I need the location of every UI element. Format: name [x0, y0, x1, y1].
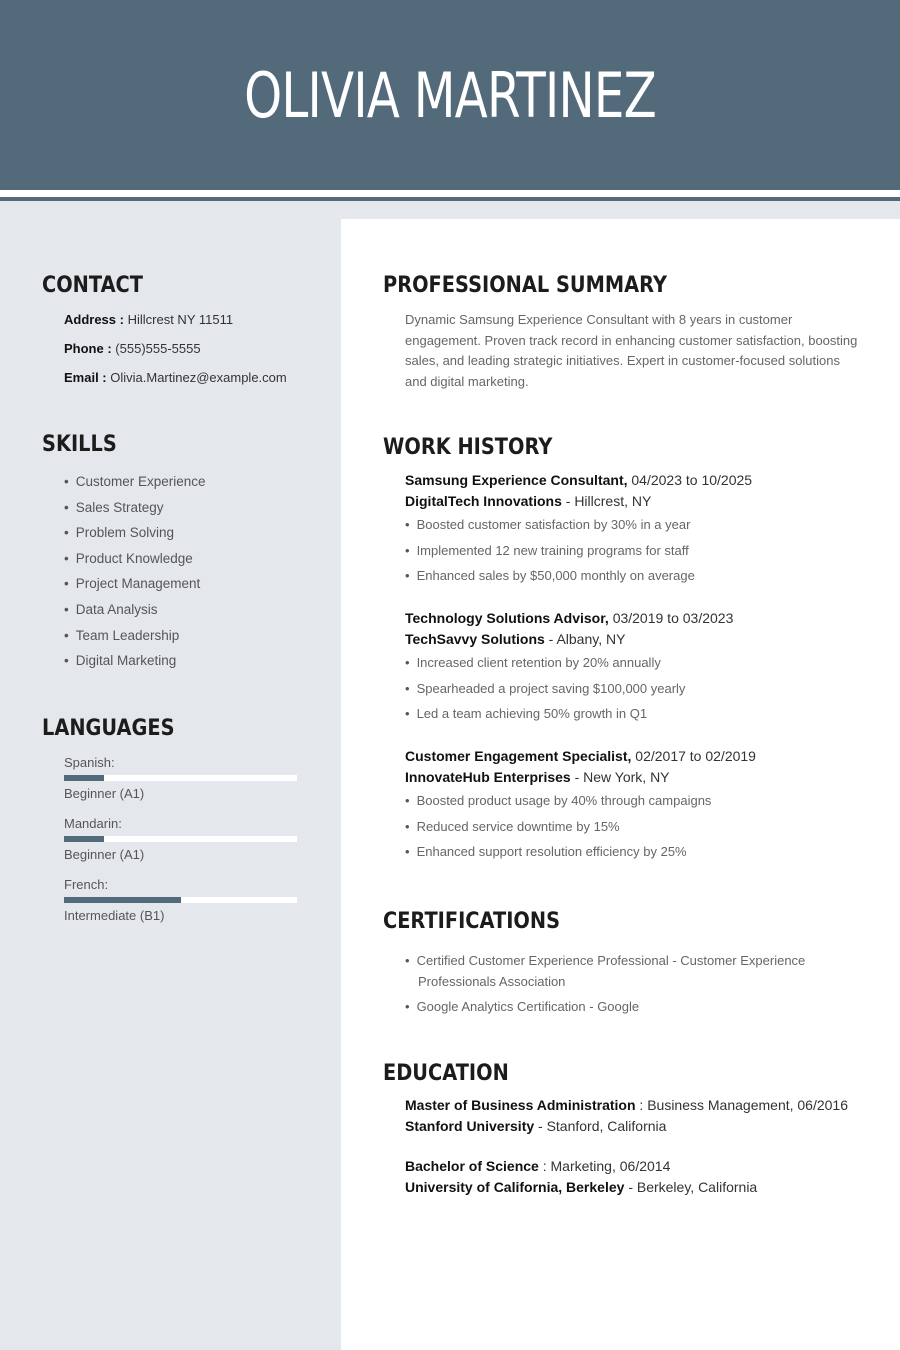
phone-value: (555)555-5555 — [115, 341, 201, 356]
job-bullets — [405, 793, 875, 870]
job-company: TechSavvy Solutions — [405, 631, 545, 647]
language-name: Spanish: — [64, 755, 115, 770]
job-bullet: • Implemented 12 new training programs for staff — [405, 543, 875, 569]
job-title-line — [405, 610, 875, 631]
proficiency-fill — [64, 836, 104, 842]
contact-address — [64, 312, 233, 327]
language-name: Mandarin: — [64, 816, 122, 831]
job-title: Customer Engagement Specialist, — [405, 748, 632, 764]
skills-heading: SKILLS — [42, 432, 117, 457]
contact-phone — [64, 341, 201, 356]
language-level: Intermediate (B1) — [64, 908, 165, 923]
job-dates: 02/2017 to 02/2019 — [635, 748, 756, 764]
education-field: : Business Management, 06/2016 — [639, 1097, 848, 1113]
proficiency-bar — [64, 836, 297, 842]
education-location: - Berkeley, California — [628, 1178, 758, 1195]
skill-item: • Digital Marketing — [64, 653, 206, 679]
summary-text: Dynamic Samsung Experience Consultant with 8 years in customer engagement. Proven track record in enhancing customer satisfaction, boosting sales, and leading strategic initiatives. Expert in customer-focused solutions and digital marketing. — [405, 312, 858, 389]
education-entry — [405, 1158, 875, 1199]
job-company-line — [405, 493, 875, 514]
header-divider-light — [0, 190, 900, 197]
skill-item: • Problem Solving — [64, 525, 206, 551]
skill-item: • Project Management — [64, 576, 206, 602]
contact-email — [64, 370, 287, 385]
job-title: Samsung Experience Consultant, — [405, 472, 628, 488]
job-entry — [405, 748, 875, 870]
job-bullets — [405, 517, 875, 594]
education-degree: Bachelor of Science — [405, 1158, 539, 1174]
education-degree: Master of Business Administration — [405, 1097, 636, 1113]
skills-list — [64, 474, 206, 679]
job-title: Technology Solutions Advisor, — [405, 610, 609, 626]
education-school-line — [405, 1118, 875, 1139]
job-bullet: • Led a team achieving 50% growth in Q1 — [405, 706, 875, 732]
education-school: Stanford University — [405, 1117, 535, 1134]
job-bullet: • Enhanced sales by $50,000 monthly on average — [405, 568, 875, 594]
job-location: - New York, NY — [574, 769, 670, 785]
language-mandarin — [64, 816, 297, 862]
language-french — [64, 877, 297, 923]
header-band — [0, 201, 900, 219]
phone-label: Phone : — [64, 341, 112, 356]
skill-item: • Customer Experience — [64, 474, 206, 500]
job-bullet: • Boosted product usage by 40% through campaigns — [405, 793, 875, 819]
job-entry — [405, 610, 875, 732]
language-spanish — [64, 755, 297, 801]
proficiency-fill — [64, 775, 104, 781]
skill-item: • Product Knowledge — [64, 551, 206, 577]
education-degree-line — [405, 1158, 875, 1179]
education-entry — [405, 1097, 875, 1138]
address-value: Hillcrest NY 11511 — [127, 312, 234, 327]
job-dates: 04/2023 to 10/2025 — [631, 472, 753, 488]
contact-heading: CONTACT — [42, 273, 143, 298]
proficiency-bar — [64, 897, 297, 903]
skill-item: • Data Analysis — [64, 602, 206, 628]
job-company: InnovateHub Enterprises — [405, 769, 571, 785]
job-company: DigitalTech Innovations — [405, 493, 562, 509]
email-label: Email : — [64, 370, 107, 385]
job-bullet: • Increased client retention by 20% annually — [405, 655, 875, 681]
language-level: Beginner (A1) — [64, 786, 145, 801]
email-value: Olivia.Martinez@example.com — [110, 370, 287, 385]
proficiency-bar — [64, 775, 297, 781]
summary-heading: PROFESSIONAL SUMMARY — [383, 273, 667, 298]
job-company-line — [405, 769, 875, 790]
job-location: - Hillcrest, NY — [565, 493, 652, 509]
address-label: Address : — [64, 312, 124, 327]
education-degree-line — [405, 1097, 875, 1118]
certification-item: • Google Analytics Certification - Google — [405, 997, 855, 1018]
job-location: - Albany, NY — [548, 631, 626, 647]
certifications-list — [405, 951, 855, 1023]
work-heading: WORK HISTORY — [383, 435, 553, 460]
language-name: French: — [64, 877, 109, 892]
job-bullets — [405, 655, 875, 732]
education-school: University of California, Berkeley — [405, 1178, 625, 1195]
languages-heading: LANGUAGES — [42, 716, 175, 741]
candidate-name: OLIVIA MARTINEZ — [244, 58, 656, 132]
education-school-line — [405, 1179, 875, 1200]
language-level: Beginner (A1) — [64, 847, 145, 862]
job-bullet: • Enhanced support resolution efficiency by 25% — [405, 844, 875, 870]
skill-item: • Team Leadership — [64, 628, 206, 654]
certifications-heading: CERTIFICATIONS — [383, 909, 561, 934]
proficiency-fill — [64, 897, 181, 903]
job-dates: 03/2019 to 03/2023 — [612, 610, 734, 626]
job-company-line — [405, 631, 875, 652]
skill-item: • Sales Strategy — [64, 500, 206, 526]
education-location: - Stanford, California — [538, 1117, 667, 1134]
job-bullet: • Spearheaded a project saving $100,000 yearly — [405, 681, 875, 707]
job-bullet: • Boosted customer satisfaction by 30% in a year — [405, 517, 875, 543]
education-heading: EDUCATION — [383, 1061, 509, 1086]
job-title-line — [405, 748, 875, 769]
job-entry — [405, 472, 875, 594]
job-title-line — [405, 472, 875, 493]
education-field: : Marketing, 06/2014 — [542, 1158, 671, 1174]
header-banner — [0, 0, 900, 190]
certification-item: • Certified Customer Experience Professional - Customer Experience Professionals Association — [405, 951, 855, 992]
job-bullet: • Reduced service downtime by 15% — [405, 819, 875, 845]
